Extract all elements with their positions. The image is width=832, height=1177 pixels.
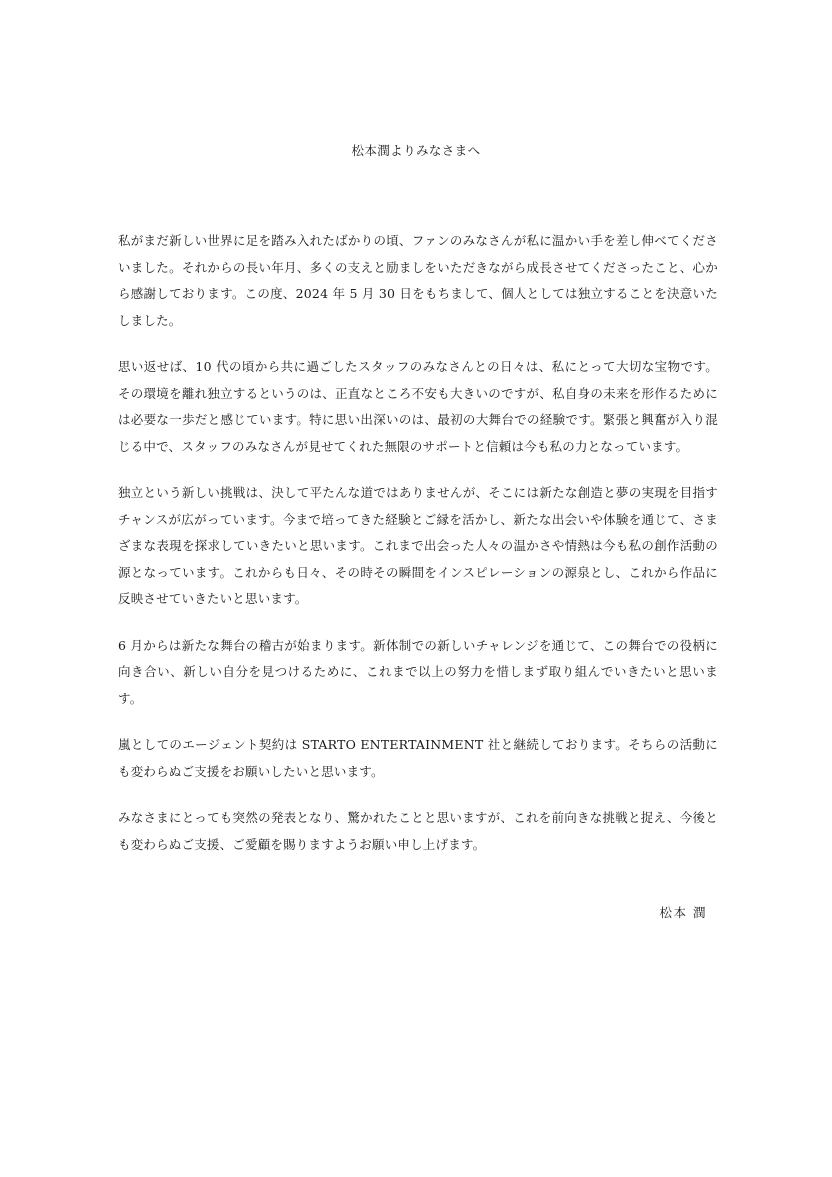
paragraph-5: 嵐としてのエージェント契約は STARTO ENTERTAINMENT 社と継続しております。そちらの活動にも変わらぬご支援をお願いしたいと思います。 [118,737,718,779]
letter-title: 松本潤よりみなさまへ [351,143,481,158]
letter-body [118,228,718,878]
signature: 松本 潤 [659,905,707,920]
paragraph-2: 思い返せば、10 代の頃から共に過ごしたスタッフのみなさんとの日々は、私にとって大切な宝物です。その環境を離れ独立するというのは、正直なところ不安も大きいのですが、私自身の未来を形作るためには必要な一歩だと感じています。特に思い出深いのは、最初の大舞台での経験です。緊張と興奮が入り混じる中で、スタッフのみなさんが見せてくれた無限のサポートと信頼は今も私の力となっています。 [118,359,718,454]
paragraph-6: みなさまにとっても突然の発表となり、驚かれたことと思いますが、これを前向きな挑戦と捉え、今後とも変わらぬご支援、ご愛顧を賜りますようお願い申し上げます。 [118,810,718,852]
paragraph-4: 6 月からは新たな舞台の稽古が始まります。新体制での新しいチャレンジを通じて、この舞台での役柄に向き合い、新しい自分を見つけるために、これまで以上の努力を惜しまず取り組んでいきたいと思います。 [118,637,718,706]
paragraph-3: 独立という新しい挑戦は、決して平たんな道ではありませんが、そこには新たな創造と夢の実現を目指すチャンスが広がっています。今まで培ってきた経験とご縁を活かし、新たな出会いや体験を通じて、さまざまな表現を探求していきたいと思います。これまで出会った人々の温かさや情熱は今も私の創作活動の源となっています。これからも日々、その時その瞬間をインスピレーションの源泉とし、これから作品に反映させていきたいと思います。 [118,485,718,606]
paragraph-1: 私がまだ新しい世界に足を踏み入れたばかりの頃、ファンのみなさんが私に温かい手を差し伸べてくださいました。それからの長い年月、多くの支えと励ましをいただきながら成長させてくださったこと、心から感謝しております。この度、2024 年 5 月 30 日をもちまして、個人としては独立することを決意いたしました。 [118,233,718,328]
